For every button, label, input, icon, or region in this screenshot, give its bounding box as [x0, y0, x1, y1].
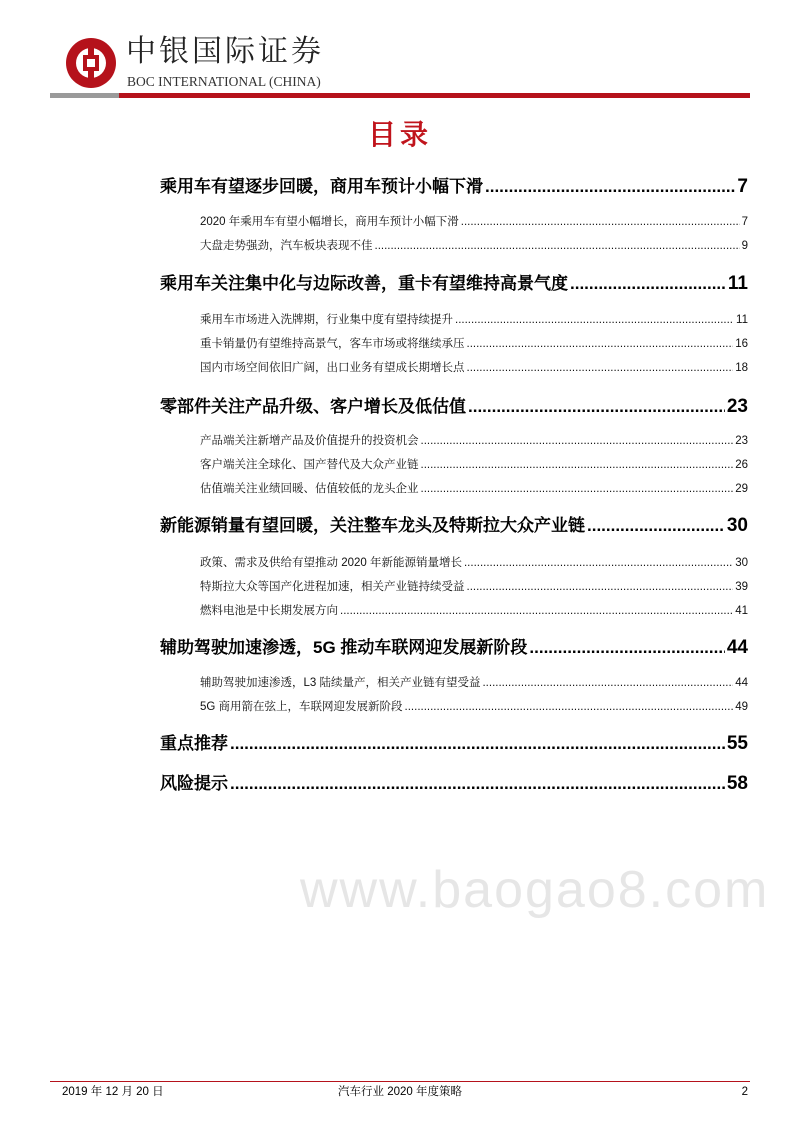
- toc-dot-leader: [485, 176, 735, 198]
- toc-subsection-entry[interactable]: [200, 312, 748, 328]
- footer-report-title: 汽车行业 2020 年度策略: [338, 1086, 462, 1098]
- toc-entry-label: 乘用车市场进入洗牌期，行业集中度有望持续提升: [200, 314, 453, 326]
- toc-dot-leader: [375, 238, 740, 254]
- logo-english-name: BOC INTERNATIONAL (CHINA): [127, 74, 321, 89]
- toc-entry-page: 11: [727, 273, 748, 294]
- toc-subsection-entry[interactable]: [200, 238, 748, 254]
- toc-entry-label: 大盘走势强劲，汽车板块表现不佳: [200, 240, 373, 252]
- toc-dot-leader: [421, 481, 734, 497]
- toc-entry-page: 55: [726, 733, 748, 754]
- toc-dot-leader: [468, 396, 725, 418]
- toc-subsection-entry[interactable]: [200, 579, 748, 595]
- toc-section-entry[interactable]: [160, 733, 748, 755]
- toc-entry-page: 26: [735, 459, 748, 471]
- toc-entry-page: 30: [726, 515, 748, 536]
- watermark: www.baogao8.com: [300, 861, 770, 919]
- toc-entry-page: 23: [735, 435, 748, 447]
- toc-entry-label: 产品端关注新增产品及价值提升的投资机会: [200, 435, 419, 447]
- footer-page-number: 2: [741, 1086, 748, 1098]
- toc-section-entry[interactable]: [160, 773, 748, 795]
- toc-entry-label: 2020 年乘用车有望小幅增长，商用车预计小幅下滑: [200, 216, 459, 228]
- toc-entry-label: 燃料电池是中长期发展方向: [200, 605, 338, 617]
- toc-dot-leader: [455, 312, 734, 328]
- toc-entry-page: 39: [735, 581, 748, 593]
- toc-entry-page: 44: [726, 637, 748, 658]
- toc-dot-leader: [421, 457, 734, 473]
- toc-section-entry[interactable]: [160, 515, 748, 537]
- toc-section-entry[interactable]: [160, 396, 748, 418]
- toc-dot-leader: [467, 360, 734, 376]
- toc-dot-leader: [230, 773, 725, 795]
- toc-section-entry[interactable]: [160, 637, 748, 659]
- toc-subsection-entry[interactable]: [200, 481, 748, 497]
- toc-entry-label: 重卡销量仍有望维持高景气，客车市场或将继续承压: [200, 338, 465, 350]
- toc-entry-page: 11: [736, 314, 748, 326]
- toc-entry-label: 新能源销量有望回暖，关注整车龙头及特斯拉大众产业链: [160, 516, 585, 535]
- toc-dot-leader: [570, 273, 726, 295]
- toc-subsection-entry[interactable]: [200, 603, 748, 619]
- footer-date: 2019 年 12 月 20 日: [62, 1086, 164, 1098]
- toc-subsection-entry[interactable]: [200, 555, 748, 571]
- toc-dot-leader: [461, 214, 740, 230]
- toc-entry-page: 16: [735, 338, 748, 350]
- toc-subsection-entry[interactable]: [200, 336, 748, 352]
- toc-dot-leader: [230, 733, 725, 755]
- toc-subsection-entry[interactable]: [200, 214, 748, 230]
- toc-entry-page: 30: [735, 557, 748, 569]
- toc-dot-leader: [529, 637, 724, 659]
- toc-entry-page: 29: [735, 483, 748, 495]
- toc-dot-leader: [587, 515, 725, 537]
- toc-entry-page: 7: [737, 176, 748, 197]
- toc-dot-leader: [405, 699, 734, 715]
- toc-dot-leader: [464, 555, 733, 571]
- boc-logo-icon: [66, 38, 116, 88]
- toc-entry-label: 乘用车关注集中化与边际改善，重卡有望维持高景气度: [160, 274, 568, 293]
- toc-entry-label: 辅助驾驶加速渗透，5G 推动车联网迎发展新阶段: [160, 638, 528, 657]
- toc-entry-label: 国内市场空间依旧广阔，出口业务有望成长期增长点: [200, 362, 465, 374]
- toc-entry-label: 特斯拉大众等国产化进程加速，相关产业链持续受益: [200, 581, 465, 593]
- toc-section-entry[interactable]: [160, 273, 748, 295]
- toc-dot-leader: [482, 675, 733, 691]
- toc-entry-page: 23: [726, 396, 748, 417]
- toc-entry-page: 44: [735, 677, 748, 689]
- toc-subsection-entry[interactable]: [200, 675, 748, 691]
- toc-subsection-entry[interactable]: [200, 457, 748, 473]
- logo-chinese-name: 中银国际证券: [126, 34, 324, 69]
- toc-entry-label: 重点推荐: [160, 734, 228, 753]
- page-title: 目录: [367, 119, 432, 150]
- toc-subsection-entry[interactable]: [200, 360, 748, 376]
- footer-rule: [50, 1081, 750, 1082]
- toc-section-entry[interactable]: [160, 176, 748, 198]
- toc-dot-leader: [421, 433, 734, 449]
- header-rule-red: [119, 93, 750, 98]
- toc-entry-label: 政策、需求及供给有望推动 2020 年新能源销量增长: [200, 557, 462, 569]
- toc-subsection-entry[interactable]: [200, 699, 748, 715]
- toc-subsection-entry[interactable]: [200, 433, 748, 449]
- toc-entry-label: 风险提示: [160, 774, 228, 793]
- header-rule-gray: [50, 93, 119, 98]
- toc-entry-label: 零部件关注产品升级、客户增长及低估值: [160, 397, 466, 416]
- toc-entry-label: 5G 商用箭在弦上，车联网迎发展新阶段: [200, 701, 403, 713]
- toc-entry-label: 乘用车有望逐步回暖，商用车预计小幅下滑: [160, 177, 483, 196]
- toc-entry-label: 估值端关注业绩回暖、估值较低的龙头企业: [200, 483, 419, 495]
- toc-entry-page: 18: [735, 362, 748, 374]
- toc-entry-page: 58: [726, 773, 748, 794]
- toc-entry-page: 9: [741, 240, 748, 252]
- toc-dot-leader: [340, 603, 733, 619]
- toc-entry-page: 49: [735, 701, 748, 713]
- toc-entry-label: 辅助驾驶加速渗透，L3 陆续量产，相关产业链有望受益: [200, 677, 481, 689]
- toc-entry-label: 客户端关注全球化、国产替代及大众产业链: [200, 459, 419, 471]
- toc-entry-page: 41: [735, 605, 748, 617]
- toc-entry-page: 7: [741, 216, 748, 228]
- toc-dot-leader: [467, 579, 734, 595]
- toc-dot-leader: [467, 336, 734, 352]
